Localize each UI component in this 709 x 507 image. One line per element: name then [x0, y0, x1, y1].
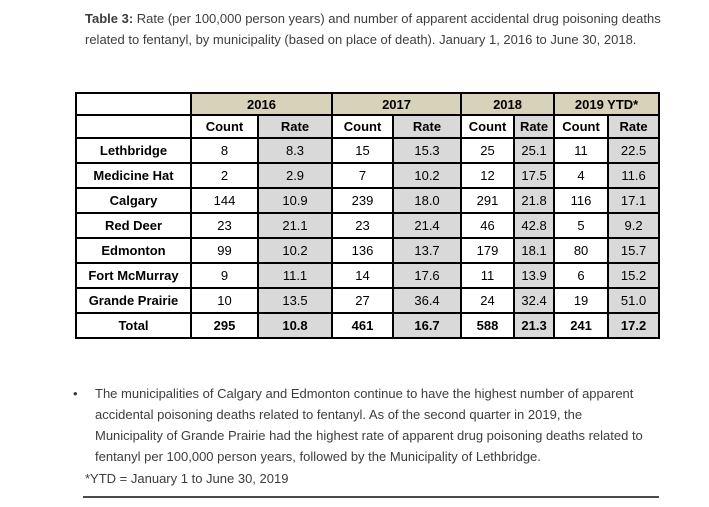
count-cell: 2: [191, 163, 258, 188]
count-cell: 24: [461, 288, 514, 313]
municipality-cell: Calgary: [76, 188, 191, 213]
count-cell: 12: [461, 163, 514, 188]
subheader-row: [76, 115, 659, 138]
count-cell: 7: [332, 163, 393, 188]
count-cell: 291: [461, 188, 514, 213]
count-cell: 5: [554, 213, 608, 238]
count-cell: 25: [461, 138, 514, 163]
year-header-2018: 2018: [461, 93, 554, 115]
rate-cell: 25.1: [514, 138, 554, 163]
count-cell: 136: [332, 238, 393, 263]
count-cell: 116: [554, 188, 608, 213]
table-row-grande-prairie: [76, 288, 659, 313]
count-cell: 295: [191, 313, 258, 338]
rate-header: Rate: [393, 115, 461, 138]
rate-cell: 2.9: [258, 163, 332, 188]
rate-cell: 13.9: [514, 263, 554, 288]
table-row-fort-mcmurray: [76, 263, 659, 288]
corner-blank-cell: [76, 115, 191, 138]
rate-header: Rate: [258, 115, 332, 138]
count-header: Count: [191, 115, 258, 138]
page-footer-rule: [83, 496, 659, 498]
municipality-cell: Fort McMurray: [76, 263, 191, 288]
count-header: Count: [332, 115, 393, 138]
count-cell: 11: [461, 263, 514, 288]
summary-bullet-text: The municipalities of Calgary and Edmonton continue to have the highest number of apparent accidental poisoning deaths related to fentanyl. As of the second quarter in 2019, the Municipality of Grande Prairie had the highest rate of apparent drug poisoning deaths related to fentanyl per 100,000 person years, followed by the Municipality of Lethbridge.: [95, 386, 643, 464]
municipality-cell: Medicine Hat: [76, 163, 191, 188]
count-cell: 144: [191, 188, 258, 213]
rate-cell: 22.5: [608, 138, 659, 163]
table-caption-label: Table 3:: [85, 11, 134, 26]
rate-cell: 13.7: [393, 238, 461, 263]
rate-cell: 10.8: [258, 313, 332, 338]
rate-cell: 9.2: [608, 213, 659, 238]
count-cell: 461: [332, 313, 393, 338]
count-cell: 99: [191, 238, 258, 263]
count-cell: 179: [461, 238, 514, 263]
rate-cell: 8.3: [258, 138, 332, 163]
count-cell: 14: [332, 263, 393, 288]
rate-cell: 32.4: [514, 288, 554, 313]
rate-cell: 21.1: [258, 213, 332, 238]
count-cell: 588: [461, 313, 514, 338]
rate-cell: 11.6: [608, 163, 659, 188]
count-cell: 23: [332, 213, 393, 238]
count-cell: 23: [191, 213, 258, 238]
corner-blank-cell: [76, 93, 191, 115]
rate-cell: 21.3: [514, 313, 554, 338]
table-row-red-deer: [76, 213, 659, 238]
rate-cell: 17.6: [393, 263, 461, 288]
municipality-cell: Grande Prairie: [76, 288, 191, 313]
municipality-cell: Total: [76, 313, 191, 338]
table-row-total: [76, 313, 659, 338]
count-cell: 27: [332, 288, 393, 313]
count-cell: 11: [554, 138, 608, 163]
table-row-calgary: [76, 188, 659, 213]
table-row-edmonton: [76, 238, 659, 263]
table-caption-text: Rate (per 100,000 person years) and number of apparent accidental drug poisoning deaths related to fentanyl, by municipality (based on place of death). January 1, 2016 to June 30, 2018.: [85, 11, 661, 47]
municipality-cell: Red Deer: [76, 213, 191, 238]
count-cell: 6: [554, 263, 608, 288]
rate-cell: 21.4: [393, 213, 461, 238]
rate-cell: 11.1: [258, 263, 332, 288]
rate-cell: 10.9: [258, 188, 332, 213]
table-row-medicine-hat: [76, 163, 659, 188]
rate-cell: 10.2: [393, 163, 461, 188]
count-cell: 9: [191, 263, 258, 288]
count-header: Count: [554, 115, 608, 138]
year-header-2016: 2016: [191, 93, 332, 115]
municipality-cell: Lethbridge: [76, 138, 191, 163]
count-cell: 46: [461, 213, 514, 238]
rate-cell: 17.2: [608, 313, 659, 338]
rate-cell: 18.1: [514, 238, 554, 263]
municipality-cell: Edmonton: [76, 238, 191, 263]
year-header-2019-ytd: 2019 YTD*: [554, 93, 659, 115]
count-cell: 19: [554, 288, 608, 313]
rate-cell: 17.5: [514, 163, 554, 188]
count-cell: 80: [554, 238, 608, 263]
fentanyl-deaths-table: [75, 92, 660, 339]
count-cell: 10: [191, 288, 258, 313]
ytd-footnote: *YTD = January 1 to June 30, 2019: [85, 471, 289, 486]
table-caption: [85, 8, 663, 50]
rate-cell: 51.0: [608, 288, 659, 313]
rate-cell: 17.1: [608, 188, 659, 213]
rate-header: Rate: [608, 115, 659, 138]
rate-cell: 42.8: [514, 213, 554, 238]
rate-cell: 15.7: [608, 238, 659, 263]
rate-cell: 21.8: [514, 188, 554, 213]
year-header-row: [76, 93, 659, 115]
table-row-lethbridge: [76, 138, 659, 163]
rate-cell: 15.3: [393, 138, 461, 163]
rate-cell: 10.2: [258, 238, 332, 263]
count-header: Count: [461, 115, 514, 138]
rate-cell: 13.5: [258, 288, 332, 313]
rate-cell: 15.2: [608, 263, 659, 288]
count-cell: 8: [191, 138, 258, 163]
count-cell: 15: [332, 138, 393, 163]
count-cell: 239: [332, 188, 393, 213]
rate-header: Rate: [514, 115, 554, 138]
count-cell: 4: [554, 163, 608, 188]
count-cell: 241: [554, 313, 608, 338]
bullet-icon: •: [73, 386, 78, 401]
rate-cell: 36.4: [393, 288, 461, 313]
year-header-2017: 2017: [332, 93, 461, 115]
rate-cell: 16.7: [393, 313, 461, 338]
rate-cell: 18.0: [393, 188, 461, 213]
